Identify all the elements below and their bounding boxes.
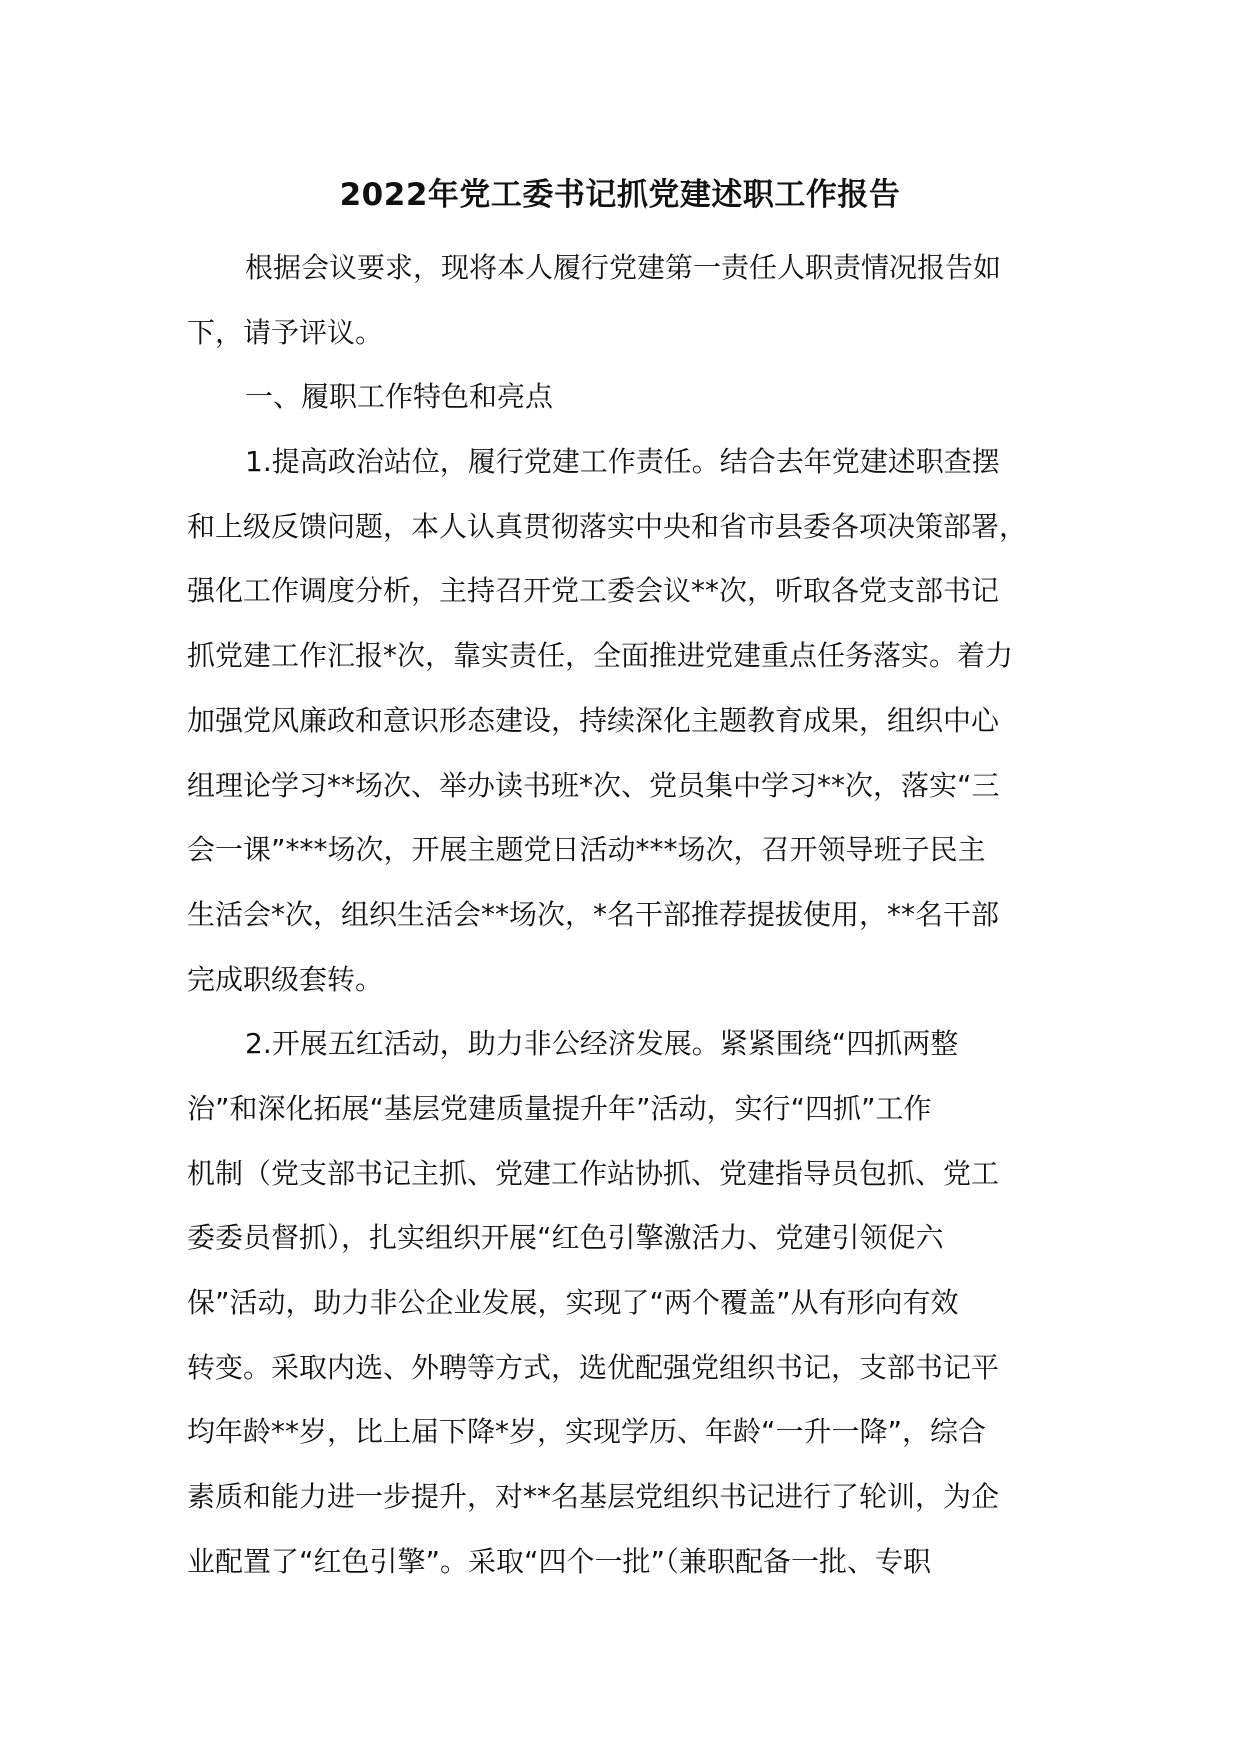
- paragraph-line: 转变。采取内选、外聘等方式，选优配强党组织书记，支部书记平: [187, 1350, 1000, 1384]
- paragraph-line: 和上级反馈问题，本人认真贯彻落实中央和省市县委各项决策部署，: [187, 509, 1028, 543]
- paragraph-line: 生活会*次，组织生活会**场次，*名干部推荐提拔使用，**名干部: [187, 897, 1000, 931]
- paragraph-line: 2.开展五红活动，助力非公经济发展。紧紧围绕“四抓两整: [245, 1027, 959, 1061]
- paragraph-line: 下，请予评议。: [187, 315, 384, 349]
- paragraph-line: 根据会议要求，现将本人履行党建第一责任人职责情况报告如: [245, 251, 1002, 284]
- document-body: [187, 236, 1047, 1594]
- paragraph-line: 1.提高政治站位，履行党建工作责任。结合去年党建述职查摆: [245, 445, 1000, 479]
- paragraph-line: 治”和深化拓展“基层党建质量提升年”活动，实行“四抓”工作: [187, 1091, 932, 1125]
- paragraph-line: 会一课”***场次，开展主题党日活动***场次，召开领导班子民主: [187, 833, 986, 867]
- paragraph-line: 素质和能力进一步提升，对**名基层党组织书记进行了轮训，为企: [187, 1480, 1000, 1514]
- paragraph-line: 均年龄**岁，比上届下降*岁，实现学历、年龄“一升一降”，综合: [187, 1415, 987, 1449]
- document-title: 2022年党工委书记抓党建述职工作报告: [339, 177, 901, 213]
- paragraph-line: 组理论学习**场次、举办读书班*次、党员集中学习**次，落实“三: [187, 768, 1000, 802]
- section-heading: 一、履职工作特色和亮点: [245, 380, 554, 414]
- paragraph-line: 强化工作调度分析，主持召开党工委会议**次，听取各党支部书记: [187, 574, 1000, 608]
- paragraph-line: 委委员督抓），扎实组织开展“红色引擎激活力、党建引领促六: [187, 1221, 944, 1255]
- paragraph-line: 抓党建工作汇报*次，靠实责任，全面推进党建重点任务落实。着力: [187, 639, 1014, 673]
- paragraph-line: 完成职级套转。: [187, 962, 384, 996]
- paragraph-line: 业配置了“红色引擎”。采取“四个一批”（兼职配备一批、专职: [187, 1544, 932, 1578]
- paragraph-line: 加强党风廉政和意识形态建设，持续深化主题教育成果，组织中心: [187, 703, 1000, 737]
- paragraph-line: 保”活动，助力非公企业发展，实现了“两个覆盖”从有形向有效: [187, 1286, 959, 1319]
- paragraph-line: 机制（党支部书记主抓、党建工作站协抓、党建指导员包抓、党工: [187, 1156, 1000, 1190]
